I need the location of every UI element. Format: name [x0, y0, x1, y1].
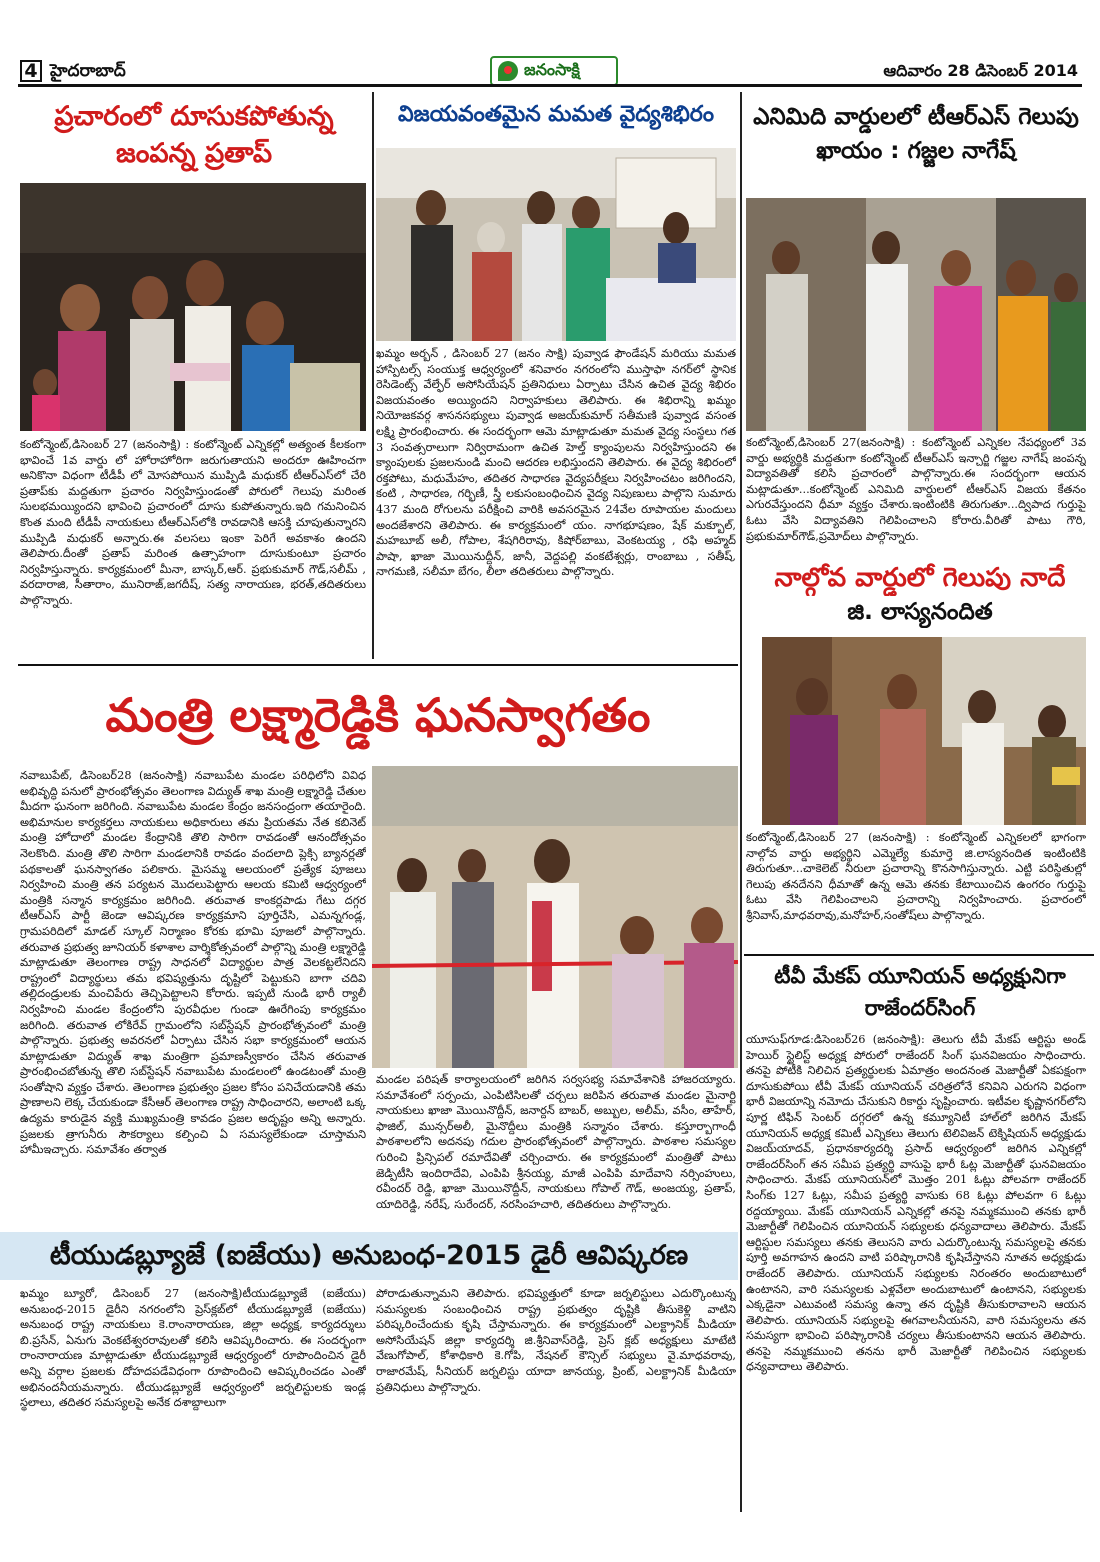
- headline-line: టీవీ మేకప్ యూనియన్ అధ్యక్షునిగా: [774, 964, 1066, 988]
- headline-pratap: [20, 98, 368, 172]
- newspaper-logo: [490, 56, 618, 86]
- body-health-camp: ఖమ్మం అర్బన్ , డిసెంబర్ 27 (జనం సాక్షి) పువ్వాడ ఫౌండేషన్ మరియు మమత హాస్పిటల్స్ సంయుక్త ఆధ్వర్యంలో శనివారం నగరంలోని ముస్తాఫా నగర్‌లో స్థానిక రెసిడెంట్స్ వేల్ఫేర్ అసోసియేషన్ ప్రతినిధులు ఏర్పాటు చేసిన ఉచిత వైద్య శిభిరం విజయవంతం అయ్యిందని నిర్వాహకులు తెలిపారు. ఈ శిభిరాన్ని ఖమ్మం నియోజకవర్గ శాసనసభ్యులు పువ్వాడ అజయ్‌కుమార్ సతీమణి పువ్వాడ వసంత లక్ష్మి ప్రారంభించారు. ఈ సందర్భంగా ఆమె మాట్లాడుతూ మమత వైద్య సంస్థలు గత 3 సంవత్సరాలుగా నిర్విరామంగా ఉచిత హెల్త్ క్యాంపులను నిర్వహిస్తుందని ఈ క్యాంపులకు ప్రజలనుండి మంచి ఆదరణ లభిస్తుందని తెలిపారు. ఈ వైద్య శిభిరంలో రక్తపోటు, మధుమేహం, తదితర సాధారణ వైద్యపరీక్షలు నిర్వహించటం జరిగిందని, కంటి , సాధారణ, గర్భిణీ, స్త్రీ లకుసంబంధించిన వైద్య నిపుణులు పాల్గొని సుమారు 437 మంది రోగులను పరీక్షించి వారికి అవసరమైన 24వేల రూపాయల మందులు అందజేశారని తెలిపారు. ఈ కార్యక్రమంలో యం. నాగభూషణం, షేక్ మక్బూల్, మహబూబ్ అలీ, గోపాల, శేషగిరిరావు, కిషోర్‌బాబు, వెంకటయ్య , రఫి అహ్మద్ పాషా, ఖాజా మొయినుద్దీన్, జానీ, వెద్దపల్లి వంకటేశ్వర్లు, రాంబాబు , సతీష్, నాగమణి, సలీమా బేగం, లీలా తదితరులు పాల్గొన్నారు.: [376, 347, 736, 579]
- body-gajjala: కంటోన్మెంట్,డిసెంబర్ 27(జనంసాక్షి) : కంటోన్మెంట్ ఎన్నికల నేపధ్యంలో 3వ వార్డు అభ్యర్థికి మద్దతుగా కంటోన్మెంట్ టీఆర్ఎస్ ఇన్చార్జి గజ్జల నాగేష్ జంపన్న విద్యావతితో కలిసి ప్రచారంలో పాల్గొన్నారు.ఈ సందర్భంగా ఆయన మట్లాడుతూ...కంటోన్మెంట్ ఎనిమిది వార్డులలో టీఆర్ఎస్ విజయ కేతనం ఎగురవేస్తుందని ధీమా వ్యక్తం చేశారు.ఇంటింటికి తిరుగుతూ...ద్విపాద గుర్తుపై ఓటు వేసి విద్యావతిని గెలిపించాలని కోరారు.వీరితో పాటు గౌరి, ప్రభుకుమార్‌గౌడ్,ప్రమోద్‌లు పాల్గొన్నారు.: [746, 436, 1086, 543]
- photo-people-illustration: [376, 148, 736, 341]
- photo-pratap-campaign: [20, 183, 366, 431]
- headline-tv-union: [746, 960, 1094, 1024]
- headline-lasya: [746, 560, 1094, 596]
- headline-health-camp: విజయవంతమైన మమత వైద్యశిభిరం: [398, 102, 714, 127]
- body-diary-left: ఖమ్మం బ్యూరో, డిసెంబర్ 27 (జనంసాక్షి)టీయుడబ్ల్యూజే (ఐజేయు) అనుబంధ-2015 డైరీని నగరంలోని ప్రెస్‌క్లబ్‌లో టీయుడబ్ల్యూజే (ఐజేయు) అనుబంధ రాష్ట్ర నాయకులు కె.రాంనారాయణ, జిల్లా అధ్యక్ష, కార్యదర్శులు బి.ప్రసేన్, ఏనుగు వెంకటేశ్వరరావులతో కలిసి ఆవిష్కరించారు. ఈ సందర్భంగా రాంనారాయణ మాట్లాడుతూ టీయుడబ్ల్యూజే ఆధ్వర్యంలో రూపొందించిన డైరీ అన్ని వర్గాల ప్రజలకు దోహదపడేవిధంగా రూపొందించి ఆవిష్కరించడం ఎంతో అభినందనీయమన్నారు. టీయుడబ్ల్యూజే ఆధ్వర్యంలో జర్నలిస్టులకు ఇండ్ల స్థలాలు, తదితర సమస్యలపై అనేక దశాబ్దాలుగా: [20, 1287, 366, 1410]
- photo-people-illustration: [20, 183, 366, 431]
- section-divider: [744, 954, 1094, 956]
- photo-medical-camp: [376, 148, 736, 341]
- headline-line: జంపన్న ప్రతాప్: [115, 138, 273, 169]
- headline-line: ప్రచారంలో దూసుకపోతున్న: [54, 101, 334, 132]
- column-divider: [372, 92, 374, 659]
- headline-gajjala: [746, 100, 1086, 168]
- headline-line: ఖాయం : గజ్జల నాగేష్: [816, 138, 1016, 164]
- issue-date: ఆదివారం 28 డిసెంబర్ 2014: [883, 61, 1078, 80]
- edition-city: హైదరాబాద్: [50, 61, 126, 81]
- photo-gajjala-campaign: [746, 198, 1086, 431]
- photo-people-illustration: [762, 637, 1086, 825]
- body-tv-union: యూసుఫ్‌గూడ:డిసెంబర్26 (జనంసాక్షి): తెలుగు టీవీ మేకప్ ఆర్టిస్టు అండ్ హెయిర్ స్టైలిస్ట్ అధ్యక్ష పోరులో రాజేందర్ సింగ్ ఘనవిజయం సాధించారు. తనపై పోటీకి నిలిచిన ప్రత్యర్థులకు ఏమాత్రం అందనంత మెజార్టీతో ఏకపక్షంగా దూసుకుపోయి టీవీ మేకప్ యూనియన్ చరిత్రలోనే కనివిని ఎరుగని విధంగా భారీ విజయాన్ని నమోదు చేసుకుని రికార్డు సృష్టించారు. ఇటీవల కృష్ణానగర్‌లోని పూర్ణ టిఫిన్ సెంటర్ దగ్గరలో ఉన్న కమ్యూనిటీ హాల్‌లో జరిగిన మేకప్ యూనియన్ అధ్యక్ష కమిటీ ఎన్నికలు తెలుగు టెలివిజన్ టెక్నిషియన్ అధ్యక్షుడు విజయ్‌యాదవ్, ప్రధానకార్యదర్శి ప్రసాద్ ఆధ్వర్యంలో జరిగిన ఎన్నికల్లో రాజేందర్‌సింగ్ తన సమీప ప్రత్యర్థి వాసుపై భారీ ఓట్ల మెజార్టీతో ఘనవిజయం సాధించారు. మేకప్ యూనియన్‌లో మొత్తం 201 ఓట్లు పోలవగా రాజేందర్ సింగ్‌కు 127 ఓట్లు, సమీప ప్రత్యర్థి వాసుకు 68 ఓట్లు పోలవగా 6 ఓట్లు రద్దయ్యాయి. మేకప్ యూనియన్ ఎన్నికల్లో తనపై నమ్మకముంచి తనకు భారీ మెజార్టీతో గెలిపించిన యూనియన్ సభ్యులకు ధన్యవాదాలు తెలిపారు. మేకప్ ఆర్టిస్టుల సమస్యలు తనకు తెలుసని వారు ఎదుర్కొంటున్న సమస్యలపై తనకు పూర్తి అవగాహన ఉందని వాటి పరిష్కారానికి కృషిచేస్తానని నూతన అధ్యక్షుడు రాజేందర్ తెలిపారు. యూనియన్ సభ్యులకు నిరంతరం అందుబాటులో ఉంటానని, వారి సమస్యలకు ఎళ్లవేలా అందుబాటులో ఉంటానని, సభ్యులకు ఎక్కడైనా ఎటువంటి సమస్య ఉన్నా తన దృష్టికి తీసుకురావాలని ఆయన తెలిపారు. యూనియన్ సభ్యులపై ఈగవాలనీయనని, వారి సమస్యలను తన సమస్యగా భావించి పరిష్కారానికి చర్యలు తీసుకుంటానని ఆయన తెలిపారు. తనపై నమ్మకముంచి తనను భారీ మెజార్టీతో గెలిపించిన సభ్యులకు ధన్యవాదాలు తెలిపారు.: [746, 1033, 1086, 1374]
- body-lasya: కంటోన్మెంట్,డిసెంబర్ 27 (జనంసాక్షి) : కంటోన్మెంట్ ఎన్నికలలో భాగంగా నాల్గోవ వార్డు అభ్యర్థిని ఎమ్మెల్యే కుమార్తె జి.లాస్యనందిత ఇంటింటికి తిరుగుతూ...చాకెలెట్ నీరులా ప్రచారాన్ని కొనసాగిస్తున్నారు. ఎట్టి పరిస్థితుల్లో గెలుపు తనదేనని ధీమాతో ఉన్న ఆమె తనకు కేటాయించిన ఉంగరం గుర్తుపై ఓటు వేసి గెలిపించాలని ప్రచారాన్ని నిర్వహించారు. ప్రచారంలో శ్రీనివాస్,మాధవరావు,మనోహర్,సంతోష్‌లు పాల్గొన్నారు.: [746, 831, 1086, 922]
- headline-line: రాజేందర్‌సింగ్: [864, 996, 976, 1020]
- column-divider: [740, 92, 742, 1512]
- body-minister-right: మండల పరిషత్ కార్యాలయంలో జరిగిన సర్వసభ్య సమావేశానికి హాజరయ్యారు. సమావేశంలో సర్పంచు, ఎంపిటిసిలతో చర్చలు జరిపిన తరువాత మండల మైనార్టి నాయకులు ఖాజా మొయినొద్దీన్, జనార్దన్ బాబర్, అబ్బుల, అలీమ్, వసీం, తాహేర్, ఫాజిల్, మున్సర్అలీ, మైనొద్దీలు మంత్రికి సన్మానం చేశారు. కస్తూర్బాగాంధీ పాఠశాలలోని అదనపు గదుల ప్రారంభోత్సవంలో పాల్గొన్నారు. పాఠశాల సమస్యల గురించి ప్రిన్సిపల్ రమాదేవితో చర్చించారు. ఈ కార్యక్రమంలో మంత్రితో పాటు జెడ్పిటీసి ఇందిరాదేవి, ఎంపిపి శ్రీనయ్య, మాజీ ఎంపిపి మాదేవాని నర్సింహులు, రవీందర్ రెడ్డి, ఖాజా మొయినొద్దీన్, నాయకులు గోపాల్ గౌడ్, అంజయ్య, ప్రతాప్, యాదిరెడ్డి, నరేష్, సురేందర్, నరసింహచారి, తదితరులు పాల్గొన్నారు.: [376, 1073, 736, 1211]
- headline-minister: మంత్రి లక్ష్మారెడ్డికి ఘనస్వాగతం: [105, 688, 651, 742]
- masthead-rule: [18, 84, 1082, 87]
- headline-line: ఎనిమిది వార్డులలో టీఆర్ఎస్ గెలుపు: [753, 104, 1079, 130]
- section-divider: [18, 664, 738, 666]
- photo-people-illustration: [372, 766, 738, 1068]
- headline-diary: టీయుడబ్ల్యూజే (ఐజేయు) అనుబంధ-2015 డైరీ ఆవిష్కరణ: [49, 1240, 689, 1271]
- headline-lasya-name: జి. లాస్యనందిత: [847, 599, 993, 625]
- body-diary-right: పోరాడుతున్నామని తెలిపారు. భవిష్యత్తులో కూడా జర్నలిస్టులు ఎదుర్కొంటున్న సమస్యలకు సంబంధించిన రాష్ట్ర ప్రభుత్వం దృష్టికి తీసుకెళ్లి వాటిని పరిష్కరించేందుకు కృషి చేస్తామన్నారు. ఈ కార్యక్రమంలో ఎలక్ట్రానిక్ మీడియా అసోసియేషన్ జిల్లా కార్యదర్శి జి.శ్రీనివాస్‌రెడ్డి, ప్రెస్ క్లబ్ అధ్యక్షులు మాటేటి వేణుగోపాల్, కోశాధికారి కె.గోపి, నేషనల్ కౌన్సిల్ సభ్యులు వై.మాధవరావు, రాజారమేష్, సీనియర్ జర్నలిస్టు యాదా జానయ్య, ప్రింట్, ఎలక్ట్రానిక్ మీడియా ప్రతినిధులు పాల్గొన్నారు.: [376, 1287, 736, 1394]
- page-number: 4: [20, 60, 42, 82]
- leaf-logo-icon: [498, 61, 518, 81]
- headline-line: నాల్గోవ వార్డులో గెలుపు నాదే: [774, 563, 1066, 593]
- photo-minister-inauguration: [372, 766, 738, 1068]
- logo-text: జనంసాక్షి: [524, 59, 580, 79]
- photo-people-illustration: [746, 198, 1086, 431]
- photo-lasya-campaign: [762, 637, 1086, 825]
- body-minister-left: నవాబుపేట్, డిసెంబర్28 (జనంసాక్షి) నవాబుపేట మండల పరిధిలోని వివిధ అభివృద్ధి పనులో ప్రారంభోత్సవం తెలంగాణ విద్యుత్ శాఖ మంత్రి లక్ష్మారెడ్డి చేతుల మీదగా ఘనంగా జరిగింది. నవాబుపేట మండల కేంద్రం జనసంద్రంగా తయారైంది. అభిమానుల కార్యకర్తలు నాయకులు అధికారులు తమ ప్రియతమ నేత కబినెట్ మంత్రి హోదాలో మండల కేంద్రానికి తొలి సారిగా రావడంతో ఆనందోత్సవం నెలకొంది. మంత్రి తొలి సారిగా మండలానికి రావడం వందలాది ప్లెక్సి బ్యానర్లతో పథకాలతో ఘనస్వాగతం పలికారు. మైసమ్మ ఆలయంలో ప్రత్యేక పూజలు నిర్వహించి మంత్రి తన పర్యటన మొదలుపెట్టారు ఆలయ కమిటి ఆధ్వర్యంలో మంత్రికి సన్మాన కార్యక్రమం జరిగింది. తరువాత కాంకర్లపాడు గేటు దగ్గర టీఆర్ఎస్ పార్టీ జెండా ఆవిష్కరణ కార్యక్రమాని పూర్తిచేసి, ఎమన్నగండ్ల, గ్రామపరిదిలో మాడల్ స్కూల్ నిర్మాణం కోరకు భూమి పూజలో పాల్గొన్నారు. తరువాత ప్రభుత్వ జూనియర్ కళాశాల వార్శికోత్సవంలో పాల్గొన్ని మంత్రి లక్ష్మారెడ్డి మాట్లాడుతూ తెలంగాణ రాష్ట్ర సాధనలో విద్యార్థుల పాత్ర వెలకట్టలేనిదని రాష్ట్రంలో విద్యార్థులు తమ భవిష్యత్తును దృష్టిలో పెట్టుకుని బాగా చదివి తల్లిదండ్రులకు మంచిపేరు తెచ్చిపెట్టాలని కోరారు. ఇప్పటి నుండి భారీ ర్యాలీ నిర్వహించి మండల కేంద్రంలోని పురవీధుల గుండా ఊరేగింపు కార్యక్రమం జరిగింది. తరువాత లోకిరేవ్ గ్రామంలోని సబ్‌స్టేషన్ ప్రారంభోత్సవంలో మంత్రి పాల్గొన్నారు. ప్రభుత్వ అవరనలో ఏర్పాటు చేసిన సభా కార్యక్రమంలో ఆయన మాట్లాడుతూ విద్యుత్ శాఖ మంత్రిగా ప్రమాణస్వీకారం చేసిన తరువాత ప్రారంభించబోతున్న తొలి సబ్‌స్టేషన్ నవాబుపేట మండలంలో ఉండటంతో మంత్రి సంతోషాని వ్యక్తం చేశారు. తెలంగాణ ప్రభుత్వం ప్రజల కోసం పనిచేయడానికి తమ ప్రాణాలని లెక్క చేయకుండా కేసీఆర్ తెలంగాణ రాష్ట్ర సాధించారని, అలాంటి ఒక్క ఉద్యమ కారుడైన వ్యక్తి ముఖ్యమంత్రి కావడం ప్రజల అదృష్టం అన్ని అన్నారు. ప్రజలకు త్రాగునీరు సౌకర్యాలు కల్పించి ఏ సమస్యలేకుండా చూస్తామని హామీఇచ్చారు. సమావేశం తర్వాత: [20, 769, 366, 1157]
- body-pratap: కంటోన్మెంట్,డిసెంబర్ 27 (జనంసాక్షి) : కంటోన్మెంట్ ఎన్నికల్లో అత్యంత కీలకంగా భావించే 1వ వార్డు లో హోరాహోరిగా జరుగుతాయని అందరూ ఊహించగా అనికొనా విధంగా టీడీపీ లో మోసపోయిన ముప్పిడి మధుకర్ టీఆర్ఎస్‌లో చేరి ప్రతాప్‌కు మద్దతుగా ప్రచారం నిర్వహిస్తుండంతో పోరులో గెలుపు మరింత సులభమయ్యిందని భావించి ప్రచారంలో దూసు కుపోతున్నారు.ఇది గమనించిన కొంత మంది టీడీపీ నాయకులు టీఆర్ఎస్‌లోకి రావడానికి ఆసక్తి చూపుతున్నారని ముప్పిడి మధుకర్ అన్నారు.ఈ వలసలు ఇంకా పెరిగే అవకాశం ఉందని తెలిపారు.దీంతో ప్రతాప్ మరింత ఉత్సాహంగా దూసుకుంటూ ప్రచారం నిర్వహిస్తున్నారు. కార్యక్రమంలో మీనా, బాస్కర్,ఆర్. ప్రభుకుమార్ గౌడ్,సలీమ్ , వరదారాజి, సీతారాం, మునిరాజ్,జగదీష్, సత్య నారాయణ, భరత్,తదితరులు పాల్గొన్నారు.: [20, 438, 366, 607]
